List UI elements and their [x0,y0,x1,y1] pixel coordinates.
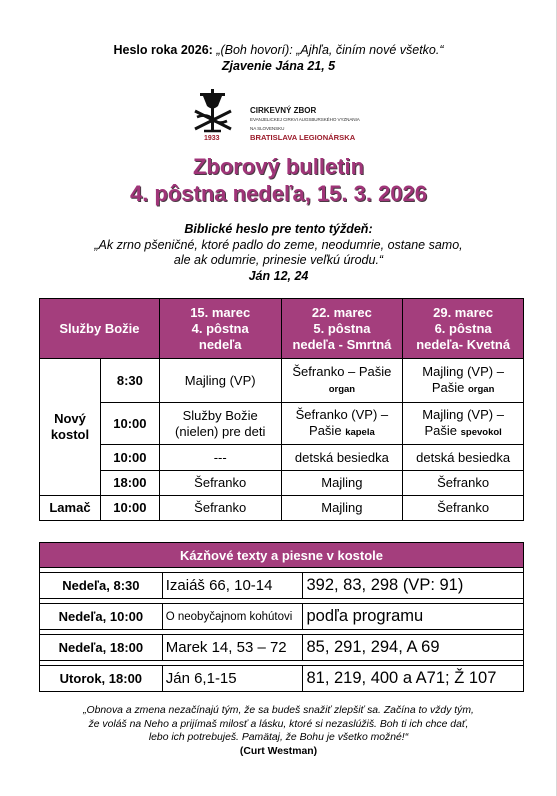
table-row [40,445,524,471]
time-cell: 8:30 [100,359,159,403]
verse-line-2: ale ak odumrie, prinesie veľkú úrodu.“ [173,253,384,267]
sermon-text: O neobyčajnom kohútovi [162,604,303,630]
place-novy-kostol: Nový kostol [40,359,101,496]
quote-line-1: „Obnova a zmena nezačínajú tým, že sa budeš snažiť zlepšiť sa. Začína to vždy tým, [83,705,474,716]
service-cell: Majling (VP) – Pašie spevokol [403,403,524,445]
sermon-songs: podľa programu [303,604,524,630]
column-header-1: 15. marec 4. pôstna nedeľa [159,299,281,359]
sermon-songs: 85, 291, 294, A 69 [303,635,524,661]
sermon-day: Nedeľa, 10:00 [40,604,163,630]
sermon-text: Ján 6,1-15 [162,666,303,692]
services-header-label: Služby Božie [40,299,160,359]
service-cell: Šefranko (VP) – Pašie kapela [281,403,403,445]
quote-line-3: lebo ich potrebuješ. Pamätaj, že Bohu je všetko možné!“ [148,732,409,743]
service-cell: Šefranko – Pašie organ [281,359,403,403]
motto-reference: Zjavenie Jána 21, 5 [221,59,336,73]
column-header-3: 29. marec 6. pôstna nedeľa- Kvetná [403,299,524,359]
sermons-title: Kázňové texty a piesne v kostole [40,543,524,568]
table-row [40,635,524,661]
logo-text [250,106,363,142]
service-cell: Majling (VP) [159,359,281,403]
time-cell: 10:00 [100,403,159,445]
sermon-day: Utorok, 18:00 [40,666,163,692]
services-header-row [40,299,524,359]
motto-text: „(Boh hovorí): „Ajhľa, činím nové všetko.“ [216,43,444,57]
sermon-day: Nedeľa, 8:30 [40,573,163,599]
table-row [40,403,524,445]
table-row [40,666,524,692]
place-lamac: Lamač [40,496,101,521]
service-cell: --- [159,445,281,471]
service-cell: Šefranko [403,496,524,521]
church-logo [193,87,363,147]
service-cell: Služby Božie (nielen) pre deti [159,403,281,445]
table-row [40,573,524,599]
heading-date: 4. pôstna nedeľa, 15. 3. 2026 [129,181,428,206]
service-cell: Šefranko [159,471,281,496]
services-table [39,298,524,521]
table-row [40,496,524,521]
time-cell: 18:00 [100,471,159,496]
logo-line-1: CIRKEVNÝ ZBOR [250,106,317,115]
service-cell: Šefranko [403,471,524,496]
bulletin-heading [0,153,557,207]
logo-year: 1933 [204,135,220,142]
logo-line-2: EVANJELICKEJ CIRKVI AUGSBURSKÉHO VYZNANIA NA SLOVENSKU [250,117,360,131]
weekly-verse [0,222,557,284]
table-row [40,471,524,496]
sermons-table [39,542,524,692]
service-cell: Majling [281,496,403,521]
sermons-header-row [40,543,524,568]
quote-author: (Curt Westman) [239,745,318,757]
time-cell: 10:00 [100,445,159,471]
motto-label: Heslo roka 2026: [113,43,213,57]
column-header-2: 22. marec 5. pôstna nedeľa - Smrtná [281,299,403,359]
service-cell: detská besiedka [281,445,403,471]
service-cell: detská besiedka [403,445,524,471]
table-row [40,359,524,403]
logo-line-3: BRATISLAVA LEGIONÁRSKA [250,133,356,142]
chalice-cross-icon [193,87,249,135]
service-cell: Šefranko [159,496,281,521]
sermon-day: Nedeľa, 18:00 [40,635,163,661]
verse-reference: Ján 12, 24 [248,268,309,283]
service-cell: Majling (VP) – Pašie organ [403,359,524,403]
sermon-songs: 392, 83, 298 (VP: 91) [303,573,524,599]
sermon-songs: 81, 219, 400 a A71; Ž 107 [303,666,524,692]
heading-title: Zborový bulletin [192,154,365,179]
sermon-text: Izaiáš 66, 10-14 [162,573,303,599]
table-row [40,604,524,630]
year-motto [0,42,557,74]
verse-line-1: „Ak zrno pšeničné, ktoré padlo do zeme, neodumrie, ostane samo, [94,237,463,252]
closing-quote [0,704,557,758]
sermon-text: Marek 14, 53 – 72 [162,635,303,661]
quote-line-2: že voláš na Neho a prijímaš milosť a lásku, ktoré si nezaslúžiš. Boh ti ich chce dať, [88,718,469,730]
verse-title: Biblické heslo pre tento týždeň: [184,222,373,236]
service-cell: Majling [281,471,403,496]
time-cell: 10:00 [100,496,159,521]
